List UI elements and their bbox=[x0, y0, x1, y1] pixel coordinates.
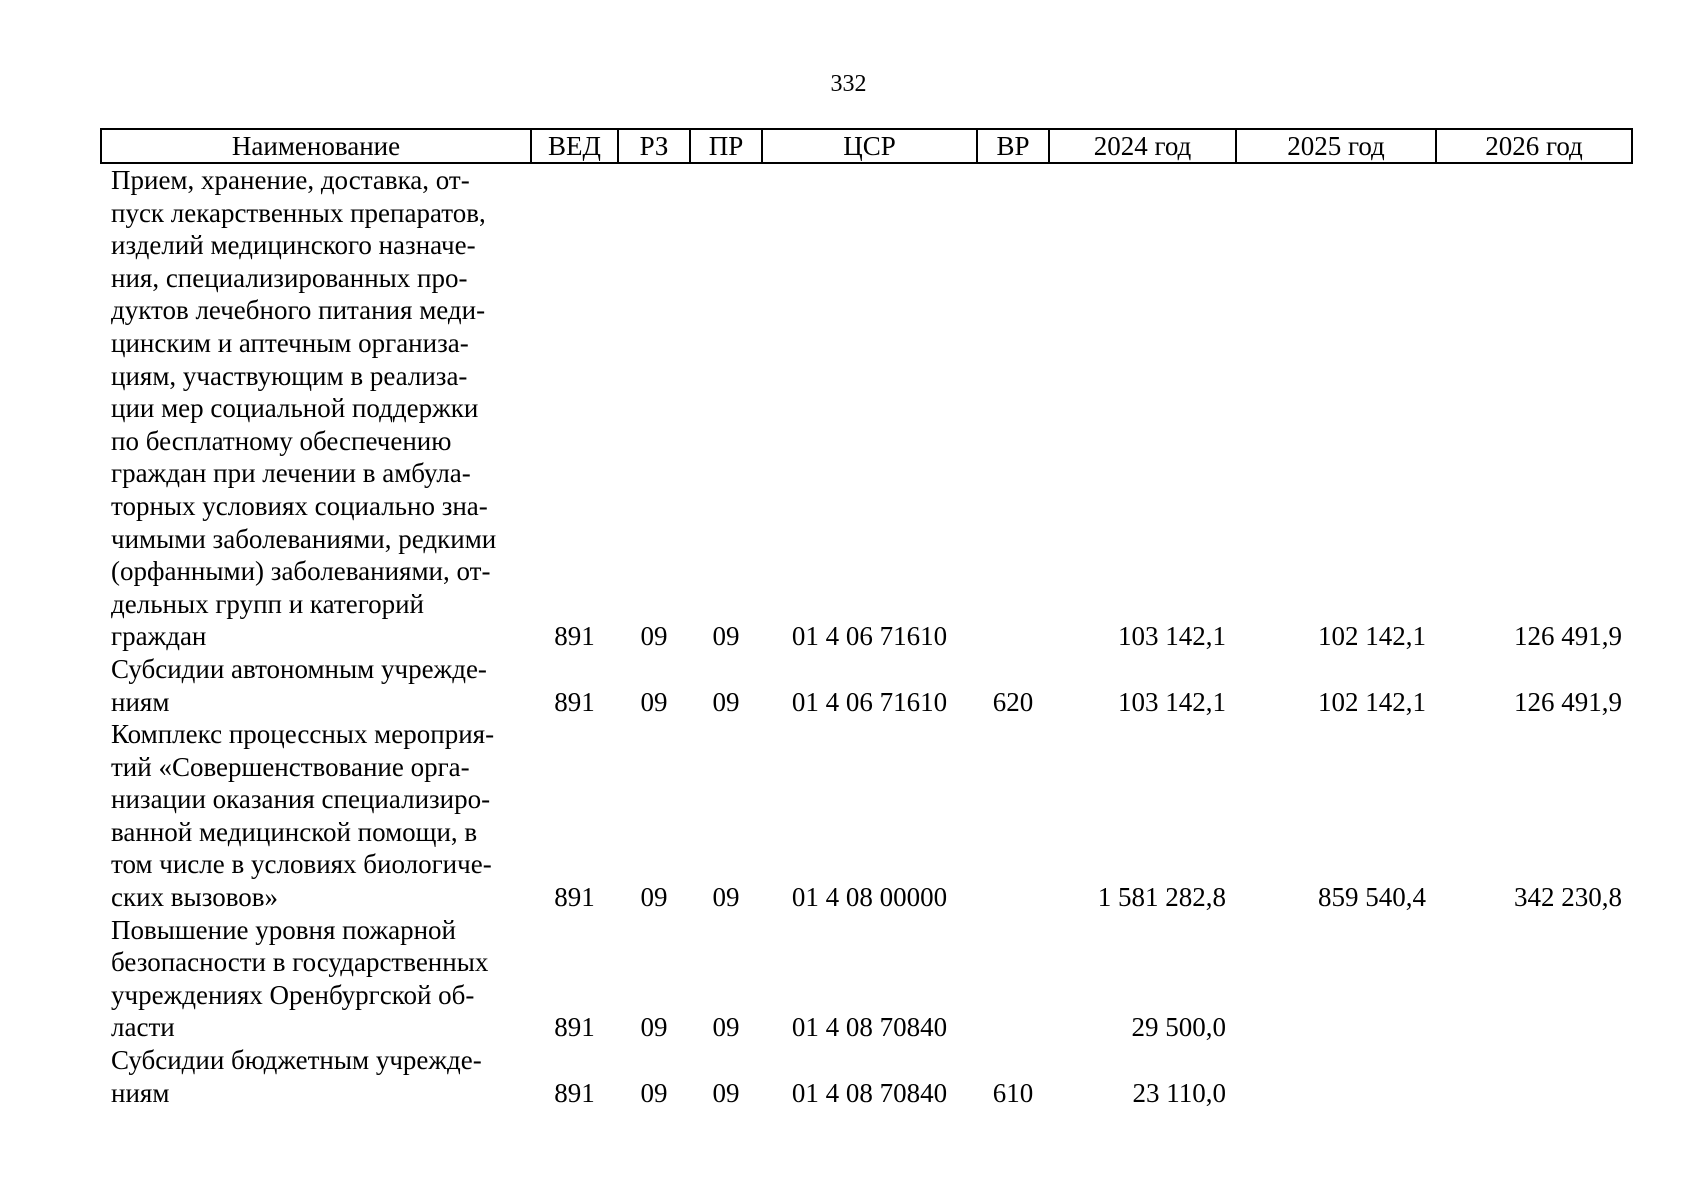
name-line: учреждениях Оренбургской об- bbox=[111, 979, 475, 1010]
header-2026: 2026 год bbox=[1436, 129, 1632, 163]
table-row bbox=[101, 718, 1632, 914]
cell-2024: 1 581 282,8 bbox=[1097, 882, 1226, 913]
name-line: низации оказания специализиро- bbox=[111, 784, 491, 815]
cell-rz: 09 bbox=[640, 621, 668, 652]
name-line: Субсидии бюджетным учрежде- bbox=[111, 1045, 482, 1076]
cell-rz: 09 bbox=[640, 686, 668, 717]
cell-pr: 09 bbox=[712, 621, 740, 652]
cell-pr: 09 bbox=[712, 882, 740, 913]
name-line: ских вызовов» bbox=[111, 882, 279, 913]
cell-rz: 09 bbox=[640, 882, 668, 913]
table-body bbox=[101, 163, 1632, 1109]
cell-2024: 103 142,1 bbox=[1118, 621, 1226, 652]
cell-2025: 102 142,1 bbox=[1318, 686, 1426, 717]
name-line: пуск лекарственных препаратов, bbox=[111, 197, 486, 228]
cell-csr: 01 4 08 00000 bbox=[791, 882, 948, 913]
cell-vr: 620 bbox=[992, 686, 1034, 717]
header-vr: ВР bbox=[977, 129, 1049, 163]
name-line: чимыми заболеваниями, редкими bbox=[111, 523, 497, 554]
cell-2026 bbox=[1436, 914, 1632, 1044]
cell-pr: 09 bbox=[712, 1012, 740, 1043]
header-csr: ЦСР bbox=[762, 129, 977, 163]
name-line: ниям bbox=[111, 686, 170, 717]
name-line: ниям bbox=[111, 1077, 170, 1108]
cell-rz: 09 bbox=[640, 1012, 668, 1043]
cell-2025 bbox=[1236, 1044, 1436, 1109]
cell-pr: 09 bbox=[712, 1077, 740, 1108]
cell-2025 bbox=[1236, 914, 1436, 1044]
name-line: Повышение уровня пожарной bbox=[111, 914, 456, 945]
cell-ved: 891 bbox=[554, 882, 595, 913]
cell-vr bbox=[977, 163, 1049, 653]
name-line: торных условиях социально зна- bbox=[111, 490, 488, 521]
name-line: изделий медицинского назначе- bbox=[111, 230, 476, 261]
cell-2026: 342 230,8 bbox=[1514, 882, 1622, 913]
cell-name bbox=[101, 653, 531, 718]
cell-name bbox=[101, 1044, 531, 1109]
cell-2024: 29 500,0 bbox=[1131, 1012, 1226, 1043]
cell-pr: 09 bbox=[712, 686, 740, 717]
table-header-row bbox=[101, 129, 1632, 163]
header-2024: 2024 год bbox=[1049, 129, 1236, 163]
name-line: Комплекс процессных мероприя- bbox=[111, 719, 495, 750]
cell-ved: 891 bbox=[554, 1077, 595, 1108]
cell-ved: 891 bbox=[554, 1012, 595, 1043]
name-line: дельных групп и категорий bbox=[111, 588, 424, 619]
name-line: цинским и аптечным организа- bbox=[111, 327, 469, 358]
name-line: безопасности в государственных bbox=[111, 947, 489, 978]
cell-2026: 126 491,9 bbox=[1514, 621, 1622, 652]
cell-csr: 01 4 08 70840 bbox=[791, 1077, 948, 1108]
table-row bbox=[101, 163, 1632, 653]
cell-rz: 09 bbox=[640, 1077, 668, 1108]
name-line: граждан bbox=[111, 621, 207, 652]
cell-csr: 01 4 08 70840 bbox=[791, 1012, 948, 1043]
header-2025: 2025 год bbox=[1236, 129, 1436, 163]
page-number: 332 bbox=[830, 71, 867, 97]
cell-ved: 891 bbox=[554, 621, 595, 652]
table-row bbox=[101, 1044, 1632, 1109]
name-line: ласти bbox=[111, 1012, 175, 1043]
name-line: Субсидии автономным учрежде- bbox=[111, 653, 487, 684]
cell-ved: 891 bbox=[554, 686, 595, 717]
cell-2024: 23 110,0 bbox=[1132, 1077, 1226, 1108]
header-rz: РЗ bbox=[618, 129, 690, 163]
name-line: том числе в условиях биологиче- bbox=[111, 849, 492, 880]
name-line: Прием, хранение, доставка, от- bbox=[111, 165, 470, 195]
name-line: тий «Совершенствование орга- bbox=[111, 751, 470, 782]
header-pr: ПР bbox=[690, 129, 762, 163]
name-line: по бесплатному обеспечению bbox=[111, 425, 452, 456]
cell-vr: 610 bbox=[992, 1077, 1034, 1108]
header-ved: ВЕД bbox=[531, 129, 618, 163]
cell-vr bbox=[977, 914, 1049, 1044]
name-line: ванной медицинской помощи, в bbox=[111, 816, 478, 847]
cell-csr: 01 4 06 71610 bbox=[791, 686, 948, 717]
name-line: (орфанными) заболеваниями, от- bbox=[111, 556, 491, 587]
cell-2025: 859 540,4 bbox=[1318, 882, 1426, 913]
name-line: ния, специализированных про- bbox=[111, 262, 468, 293]
cell-vr bbox=[977, 718, 1049, 914]
cell-name bbox=[101, 718, 531, 914]
budget-table bbox=[100, 128, 1633, 1109]
name-line: граждан при лечении в амбула- bbox=[111, 458, 471, 489]
cell-2024: 103 142,1 bbox=[1118, 686, 1226, 717]
cell-name bbox=[101, 914, 531, 1044]
cell-2026 bbox=[1436, 1044, 1632, 1109]
table-row bbox=[101, 653, 1632, 718]
cell-2025: 102 142,1 bbox=[1318, 621, 1426, 652]
name-line: ции мер социальной поддержки bbox=[111, 393, 479, 424]
header-name: Наименование bbox=[101, 129, 531, 163]
table-row bbox=[101, 914, 1632, 1044]
cell-name bbox=[101, 163, 531, 653]
name-line: дуктов лечебного питания меди- bbox=[111, 295, 486, 326]
name-line: циям, участвующим в реализа- bbox=[111, 360, 468, 391]
cell-csr: 01 4 06 71610 bbox=[791, 621, 948, 652]
cell-2026: 126 491,9 bbox=[1514, 686, 1622, 717]
